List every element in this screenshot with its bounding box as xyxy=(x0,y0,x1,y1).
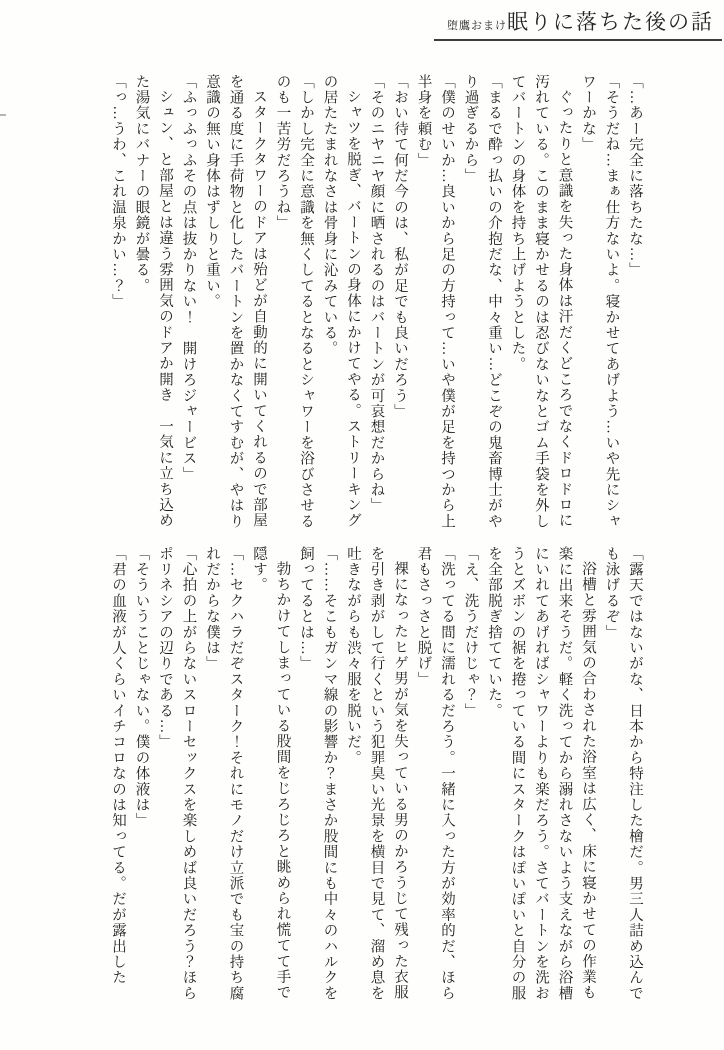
story-paragraph: 「っ…うわ、これ温泉かい…？」 xyxy=(110,74,126,310)
story-paragraph: 「…あー完全に落ちたな…」 xyxy=(627,74,643,279)
story-paragraph: 「そうだね…まぁ仕方ないよ。寝かせてあげよう…いや先にシャワーかな」 xyxy=(580,74,620,530)
text-block-lower xyxy=(84,546,646,1010)
story-paragraph: 「しかし完全に意識を無くしてるとなるとシャワーを浴びさせるのも一苦労だろうね」 xyxy=(274,74,314,530)
page-header xyxy=(434,6,722,41)
story-paragraph: 「君の血液が人くらいイチコロなのは知ってる。だが露出した xyxy=(110,546,126,986)
story-paragraph: スタークタワーのドアは殆どが自動的に開いてくれるので部屋を通る度に手荷物と化したバートンを置かなくてすむが、やはり意識の無い身体はずしりと重い。 xyxy=(204,74,267,530)
story-paragraph: 浴槽と雰囲気の合わされた浴室は広く、床に寝かせての作業も楽に出来そうだ。軽く洗ってから溺れさないよう支えながら浴槽にいれてあげればシャワーよりも楽だろう。さてバートンを洗おうとズボンの裾を捲っている間にスタークはぽいぽいと自分の服を全部脱ぎ捨てていた。 xyxy=(486,546,596,1002)
story-paragraph: 「洗ってる間に濡れるだろう。一緒に入った方が効率的だ、ほら君もさっさと脱げ」 xyxy=(415,546,455,1002)
text-block-upper xyxy=(84,74,646,532)
story-paragraph: 「ふっふっふその点は抜かりない！ 開けろジャービス」 xyxy=(180,74,197,483)
story-paragraph: 「そのニヤニヤ顔に晒されるのはバートンが可哀想だからね」 xyxy=(368,74,385,514)
story-paragraph: 「おい待て何だ今のは、私が足でも良いだろう」 xyxy=(392,74,408,420)
story-paragraph: ぐったりと意識を失った身体は汗だくどころでなくドロドロに汚れている。このまま寝かせるのは忍びないなとゴム手袋を外してバートンの身体を持ち上げようとした。 xyxy=(509,74,573,530)
story-paragraph: 「そういうことじゃない。僕の体液は」 xyxy=(133,546,150,829)
story-paragraph: 「え、洗うだけじゃ？」 xyxy=(462,546,479,719)
story-paragraph: 「僕のせいか…良いから足の方持って…いや僕が足を持つから上半身を頼む」 xyxy=(415,74,455,530)
story-paragraph: 「……そこもガンマ線の影響か？まさか股間にも中々のハルクを飼ってるとは…」 xyxy=(298,546,338,1002)
story-paragraph: 「心拍の上がらないスローセックスを楽しめば良いだろう？ほらポリネシアの辺りである…」 xyxy=(157,546,197,1002)
story-paragraph: 「まるで酔っ払いの介抱だな、中々重い…どこぞの鬼畜博士がやり過ぎるから」 xyxy=(462,74,502,530)
story-paragraph: 裸になったヒゲ男が気を失っている男のかろうじて残った衣服を引き剥がして行くという犯罪臭い光景を横目で見て、溜め息を吐きながらも渋々服を脱いだ。 xyxy=(345,546,408,1002)
print-edge-mark xyxy=(0,114,6,116)
page-title: 眠りに落ちた後の話 xyxy=(507,10,714,34)
series-label: 堕鷹おまけ xyxy=(447,20,507,32)
story-paragraph: 「…セクハラだぞスターク！それにモノだけ立派でも宝の持ち腐れだからな僕は」 xyxy=(204,546,244,1002)
story-paragraph: シュン、と部屋とは違う雰囲気のドアか開き 一気に立ち込めた湯気にバナーの眼鏡が曇る。 xyxy=(133,74,173,529)
story-paragraph: シャツを脱ぎ、バートンの身体にかけてやる。ストリーキングの居たたまれなさは骨身に沁みている。 xyxy=(321,74,361,529)
story-paragraph: 勃ちかけてしまっている股間をじろじろと眺められ慌てて手で隠す。 xyxy=(251,546,291,1001)
story-paragraph: 「露天ではないがな、日本から特注した檜だ。男三人詰め込んでも泳げるぞ」 xyxy=(603,546,643,1002)
